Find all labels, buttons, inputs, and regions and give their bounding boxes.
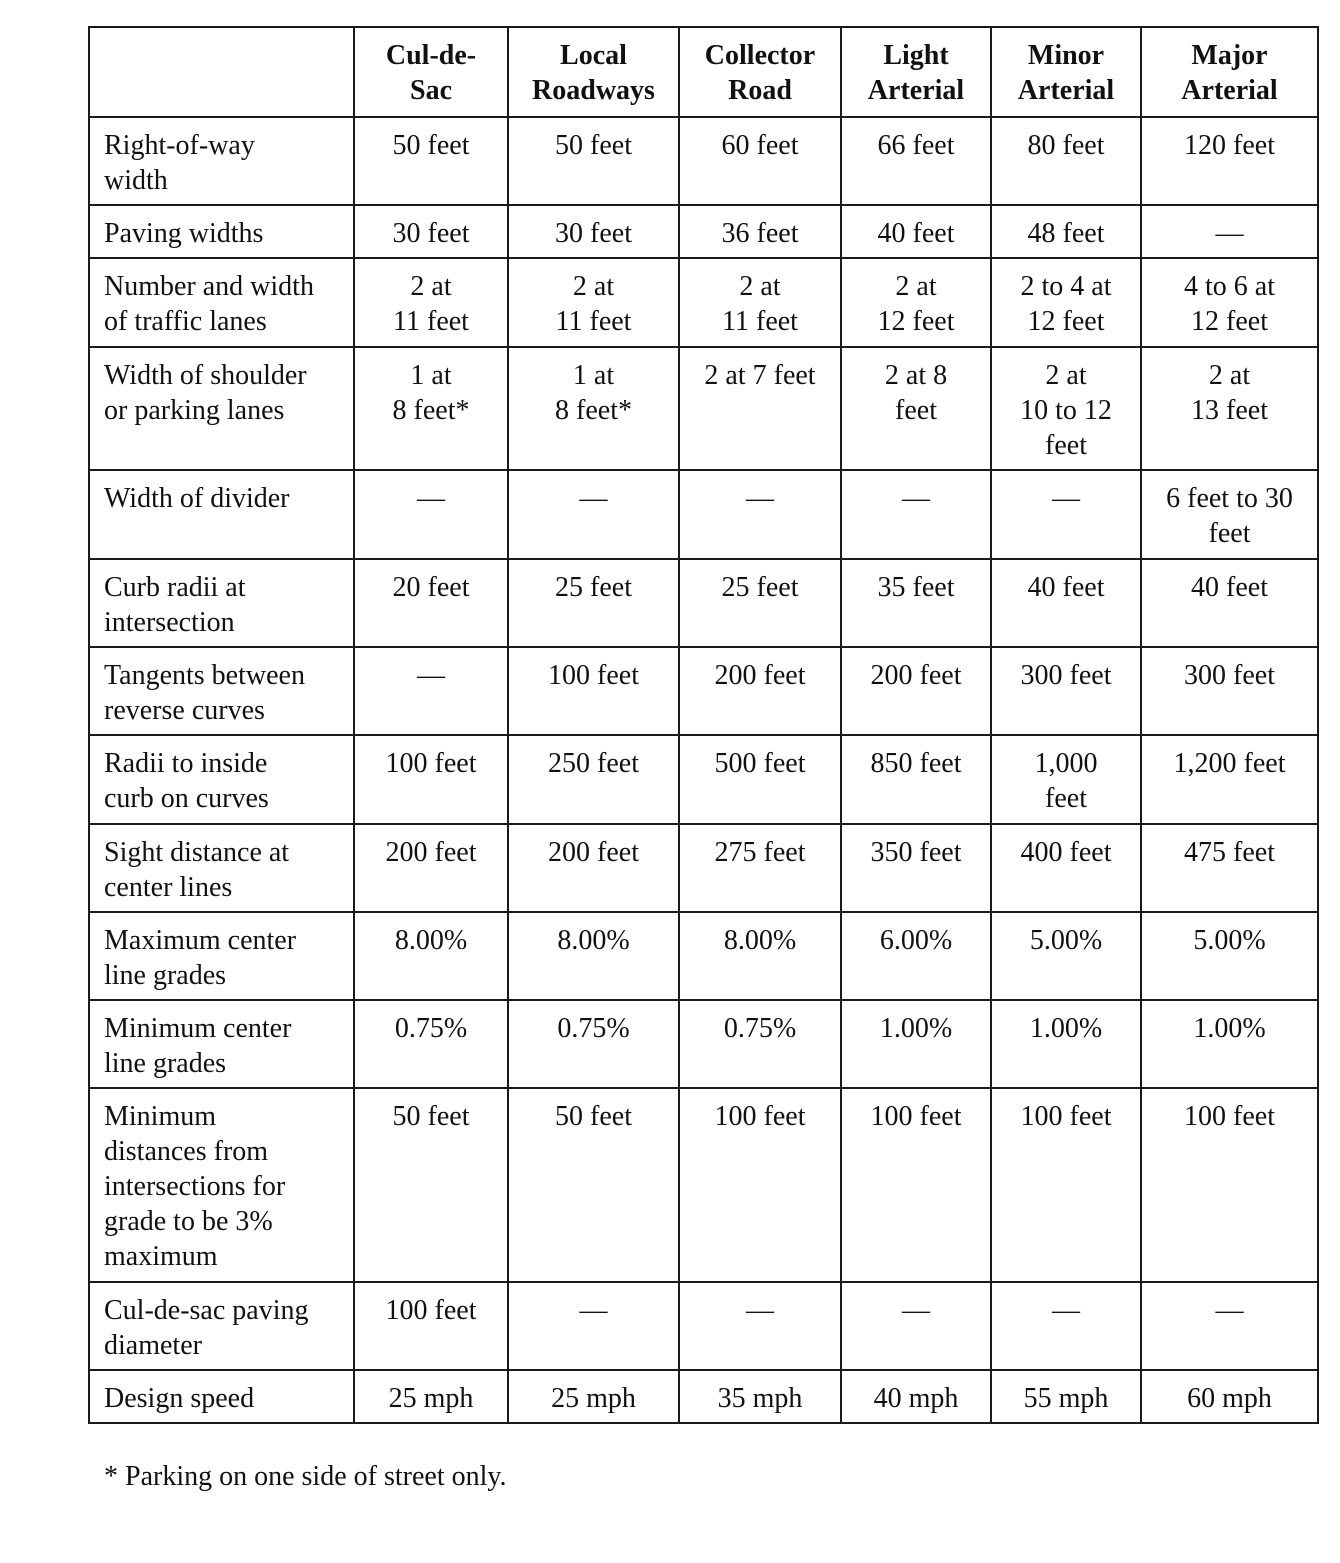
table-cell xyxy=(508,470,679,559)
table-cell-value: — xyxy=(902,483,930,514)
table-cell xyxy=(508,258,679,347)
table-cell-value: 2 to 4 at 12 feet xyxy=(1020,271,1112,337)
table-row xyxy=(89,347,1318,470)
table-cell-value: 35 feet xyxy=(877,572,955,603)
table-cell-value: 1.00% xyxy=(1029,1013,1103,1044)
table-cell xyxy=(354,912,508,1000)
table-cell xyxy=(679,1088,841,1282)
table-cell-value: 2 at 7 feet xyxy=(704,360,816,391)
table-cell xyxy=(991,1370,1141,1423)
row-label xyxy=(89,735,354,824)
table-cell-value: 100 feet xyxy=(870,1101,962,1132)
row-label xyxy=(89,347,354,470)
row-label-text: Tangents between reverse curves xyxy=(104,660,305,726)
header-cell-cul-de-sac: Cul-de- Sac xyxy=(354,27,508,117)
table-cell xyxy=(508,347,679,470)
table-cell xyxy=(679,205,841,258)
table-cell-value: 25 mph xyxy=(388,1383,474,1414)
table-cell xyxy=(1141,735,1318,824)
row-label-text: Right-of-way width xyxy=(104,130,255,196)
table-cell-value: 0.75% xyxy=(723,1013,797,1044)
table-cell xyxy=(679,1282,841,1370)
table-cell xyxy=(679,1370,841,1423)
table-cell xyxy=(841,1370,991,1423)
table-cell xyxy=(1141,824,1318,912)
table-cell-value: 50 feet xyxy=(555,130,632,161)
table-cell-value: — xyxy=(417,660,445,691)
table-cell xyxy=(841,205,991,258)
table-cell xyxy=(679,347,841,470)
table-cell-value: 20 feet xyxy=(392,572,470,603)
row-label xyxy=(89,117,354,205)
table-cell xyxy=(679,117,841,205)
row-label-text: Paving widths xyxy=(104,218,264,249)
table-cell-value: 30 feet xyxy=(392,218,470,249)
footnote: * Parking on one side of street only. xyxy=(104,1461,507,1492)
table-cell-value: 1 at 8 feet* xyxy=(392,360,470,426)
table-cell-value: 300 feet xyxy=(1020,660,1112,691)
table-cell xyxy=(1141,1282,1318,1370)
table-cell xyxy=(991,347,1141,470)
table-cell xyxy=(354,735,508,824)
table-cell xyxy=(508,1088,679,1282)
header-cell-empty xyxy=(89,27,354,117)
table-cell xyxy=(841,258,991,347)
table-cell xyxy=(679,735,841,824)
row-label xyxy=(89,258,354,347)
table-cell-value: 475 feet xyxy=(1184,837,1275,868)
header-cell-light-arterial: Light Arterial xyxy=(841,27,991,117)
table-cell xyxy=(991,912,1141,1000)
table-row xyxy=(89,470,1318,559)
table-cell xyxy=(1141,559,1318,647)
table-cell-value: 1.00% xyxy=(879,1013,953,1044)
table-cell-value: 200 feet xyxy=(548,837,639,868)
table-cell-value: 6.00% xyxy=(879,925,953,956)
table-cell xyxy=(508,1282,679,1370)
row-label xyxy=(89,1282,354,1370)
table-cell xyxy=(679,824,841,912)
table-cell xyxy=(354,559,508,647)
table-cell xyxy=(1141,205,1318,258)
table-cell xyxy=(679,647,841,735)
table-cell xyxy=(354,117,508,205)
table-cell-value: 25 feet xyxy=(721,572,799,603)
table-cell-value: 500 feet xyxy=(714,748,806,779)
table-row xyxy=(89,1000,1318,1088)
row-label-text: Maximum center line grades xyxy=(104,925,297,991)
table-cell xyxy=(679,258,841,347)
row-label-text: Number and width of traffic lanes xyxy=(104,271,314,337)
table-cell xyxy=(841,470,991,559)
table-cell-value: 25 feet xyxy=(555,572,632,603)
table-cell xyxy=(354,205,508,258)
table-cell-value: 200 feet xyxy=(385,837,477,868)
table-cell xyxy=(354,647,508,735)
table-row xyxy=(89,205,1318,258)
table-row xyxy=(89,258,1318,347)
table-cell-value: — xyxy=(579,1295,608,1326)
table-cell xyxy=(991,647,1141,735)
table-cell-value: 100 feet xyxy=(548,660,639,691)
table-body xyxy=(89,117,1318,1423)
row-label-text: Width of divider xyxy=(104,483,290,514)
table-cell xyxy=(991,735,1141,824)
table-cell-value: 2 at 11 feet xyxy=(393,271,469,337)
table-cell-value: 120 feet xyxy=(1184,130,1275,161)
table-cell xyxy=(841,1088,991,1282)
table-cell xyxy=(354,1088,508,1282)
table-cell-value: 5.00% xyxy=(1029,925,1103,956)
header-cell-local-roadways: Local Roadways xyxy=(508,27,679,117)
row-label-text: Design speed xyxy=(104,1383,255,1414)
table-cell-value: 0.75% xyxy=(394,1013,468,1044)
table-cell xyxy=(841,347,991,470)
table-row xyxy=(89,1282,1318,1370)
table-cell xyxy=(354,1282,508,1370)
table-cell xyxy=(1141,258,1318,347)
table-cell-value: 60 feet xyxy=(721,130,799,161)
table-cell-value: — xyxy=(902,1295,930,1326)
table-cell-value: 6 feet to 30 feet xyxy=(1166,483,1293,549)
table-cell xyxy=(508,205,679,258)
table-row xyxy=(89,824,1318,912)
table-cell xyxy=(991,559,1141,647)
table-cell xyxy=(841,1282,991,1370)
row-label xyxy=(89,647,354,735)
table-cell xyxy=(1141,912,1318,1000)
table-cell xyxy=(508,912,679,1000)
table-cell-value: 66 feet xyxy=(877,130,955,161)
table-cell-value: 200 feet xyxy=(870,660,962,691)
table-cell xyxy=(508,1370,679,1423)
row-label-text: Minimum distances from intersections for grade to be 3% maximum xyxy=(104,1101,286,1272)
table-cell-value: 80 feet xyxy=(1027,130,1105,161)
table-cell-value: — xyxy=(746,483,774,514)
table-cell xyxy=(1141,647,1318,735)
table-cell-value: 35 mph xyxy=(717,1383,803,1414)
row-label xyxy=(89,912,354,1000)
table-cell xyxy=(354,1000,508,1088)
table-cell xyxy=(679,1000,841,1088)
table-cell-value: 250 feet xyxy=(548,748,639,779)
table-cell-value: 30 feet xyxy=(555,218,632,249)
table-cell-value: 2 at 8 feet xyxy=(884,360,948,426)
table-cell xyxy=(841,824,991,912)
table-cell-value: 48 feet xyxy=(1027,218,1105,249)
row-label xyxy=(89,1088,354,1282)
table-cell-value: 850 feet xyxy=(870,748,962,779)
table-cell-value: 200 feet xyxy=(714,660,806,691)
header-cell-collector-road: Collector Road xyxy=(679,27,841,117)
table-cell xyxy=(841,117,991,205)
table-cell xyxy=(354,470,508,559)
table-cell-value: 40 feet xyxy=(877,218,955,249)
table-cell-value: 1,000 feet xyxy=(1034,748,1098,814)
table-cell xyxy=(354,1370,508,1423)
row-label-text: Radii to inside curb on curves xyxy=(104,748,269,814)
table-cell-value: — xyxy=(1215,1295,1244,1326)
table-cell-value: — xyxy=(417,483,445,514)
table-cell xyxy=(679,912,841,1000)
row-label xyxy=(89,559,354,647)
table-cell-value: 100 feet xyxy=(385,1295,477,1326)
row-label xyxy=(89,470,354,559)
table-cell xyxy=(679,470,841,559)
header-cell-major-arterial: Major Arterial xyxy=(1141,27,1318,117)
table-cell-value: 8.00% xyxy=(723,925,797,956)
table-cell xyxy=(841,1000,991,1088)
table-cell-value: — xyxy=(1052,483,1080,514)
table-cell xyxy=(991,258,1141,347)
table-cell-value: — xyxy=(579,483,608,514)
table-cell xyxy=(991,117,1141,205)
table-row xyxy=(89,1370,1318,1423)
table-cell xyxy=(1141,1370,1318,1423)
table-cell-value: 2 at 13 feet xyxy=(1191,360,1268,426)
table-cell-value: 50 feet xyxy=(555,1101,632,1132)
table-cell xyxy=(508,824,679,912)
table-cell xyxy=(679,559,841,647)
table-cell xyxy=(354,347,508,470)
table-cell-value: 2 at 12 feet xyxy=(877,271,955,337)
table-cell-value: 5.00% xyxy=(1193,925,1266,956)
table-cell xyxy=(841,735,991,824)
table-cell xyxy=(991,1000,1141,1088)
table-row xyxy=(89,647,1318,735)
road-standards-table xyxy=(88,26,1319,1424)
table-row xyxy=(89,1088,1318,1282)
table-cell-value: — xyxy=(1052,1295,1080,1326)
table-cell xyxy=(508,1000,679,1088)
table-cell-value: 1.00% xyxy=(1193,1013,1266,1044)
table-cell xyxy=(991,470,1141,559)
table-cell-value: 300 feet xyxy=(1184,660,1275,691)
table-cell-value: 350 feet xyxy=(870,837,962,868)
table-cell xyxy=(1141,117,1318,205)
row-label xyxy=(89,1370,354,1423)
header-cell-minor-arterial: Minor Arterial xyxy=(991,27,1141,117)
table-row xyxy=(89,912,1318,1000)
table-cell-value: 275 feet xyxy=(714,837,806,868)
table-cell-value: 36 feet xyxy=(721,218,799,249)
table-cell xyxy=(354,258,508,347)
table-cell-value: 2 at 11 feet xyxy=(555,271,632,337)
table-cell-value: 40 mph xyxy=(873,1383,959,1414)
table-cell xyxy=(1141,470,1318,559)
table-cell-value: 50 feet xyxy=(392,1101,470,1132)
row-label-text: Cul-de-sac paving diameter xyxy=(104,1295,309,1361)
table-cell xyxy=(354,824,508,912)
table-cell-value: 100 feet xyxy=(1020,1101,1112,1132)
table-cell-value: 25 mph xyxy=(551,1383,636,1414)
row-label-text: Width of shoulder or parking lanes xyxy=(104,360,307,426)
table-cell-value: 2 at 10 to 12 feet xyxy=(1020,360,1112,461)
table-row xyxy=(89,559,1318,647)
table-cell-value: 400 feet xyxy=(1020,837,1112,868)
table-cell xyxy=(1141,1000,1318,1088)
table-row xyxy=(89,735,1318,824)
header-row xyxy=(89,27,1318,117)
table-cell xyxy=(508,117,679,205)
table-cell-value: 4 to 6 at 12 feet xyxy=(1184,271,1275,337)
table-cell-value: 1 at 8 feet* xyxy=(555,360,632,426)
table-cell xyxy=(1141,347,1318,470)
row-label xyxy=(89,1000,354,1088)
table-cell xyxy=(991,824,1141,912)
table-cell-value: — xyxy=(1215,218,1244,249)
table-cell xyxy=(991,1282,1141,1370)
table-cell-value: 55 mph xyxy=(1023,1383,1109,1414)
road-standards-table-container xyxy=(88,26,1319,1424)
table-cell-value: 50 feet xyxy=(392,130,470,161)
table-row xyxy=(89,117,1318,205)
table-cell-value: 2 at 11 feet xyxy=(722,271,798,337)
table-cell-value: 100 feet xyxy=(385,748,477,779)
table-cell-value: 40 feet xyxy=(1027,572,1105,603)
table-cell-value: — xyxy=(746,1295,774,1326)
table-cell-value: 1,200 feet xyxy=(1173,748,1286,779)
table-cell-value: 100 feet xyxy=(714,1101,806,1132)
table-cell-value: 60 mph xyxy=(1187,1383,1272,1414)
table-cell-value: 0.75% xyxy=(557,1013,630,1044)
row-label-text: Sight distance at center lines xyxy=(104,837,290,903)
table-cell xyxy=(1141,1088,1318,1282)
row-label-text: Minimum center line grades xyxy=(104,1013,292,1079)
table-cell xyxy=(508,647,679,735)
table-cell xyxy=(508,735,679,824)
table-cell-value: 8.00% xyxy=(557,925,630,956)
table-cell xyxy=(991,205,1141,258)
table-cell xyxy=(508,559,679,647)
table-cell xyxy=(841,559,991,647)
row-label xyxy=(89,824,354,912)
table-cell-value: 100 feet xyxy=(1184,1101,1275,1132)
table-cell xyxy=(991,1088,1141,1282)
table-cell-value: 8.00% xyxy=(394,925,468,956)
row-label-text: Curb radii at intersection xyxy=(104,572,246,638)
table-cell-value: 40 feet xyxy=(1191,572,1268,603)
table-cell xyxy=(841,912,991,1000)
table-cell xyxy=(841,647,991,735)
row-label xyxy=(89,205,354,258)
